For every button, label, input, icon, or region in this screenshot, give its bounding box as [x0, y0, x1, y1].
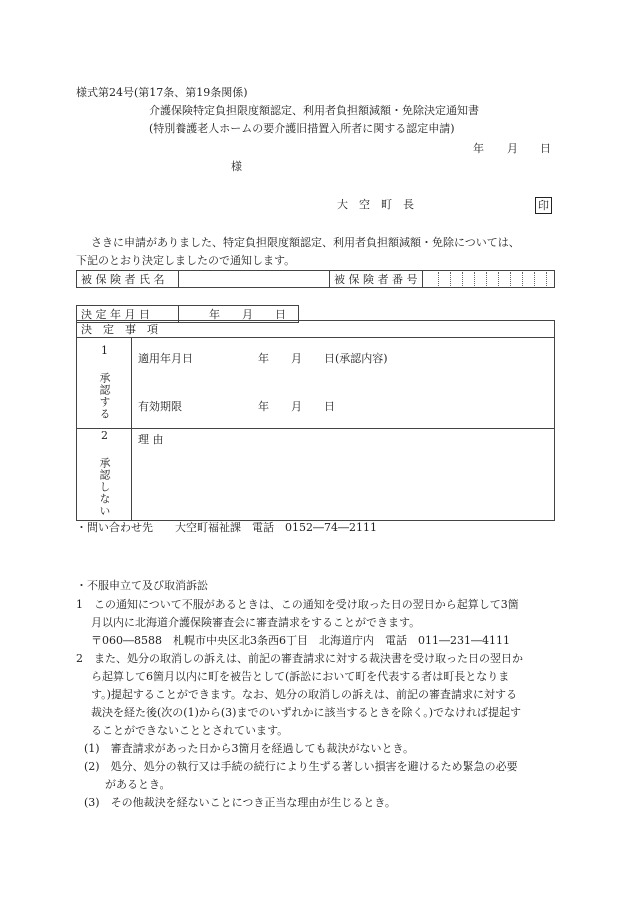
insured-name-label: 被 保 険 者 氏 名: [77, 271, 179, 288]
valid-until-label: 有効期限: [138, 400, 182, 413]
digit-box: [487, 272, 499, 286]
form-number: 様式第24号(第17条、第19条関係): [76, 86, 248, 99]
appeal-line: 〒060―8588 札幌市中央区北3条西6丁目 北海道庁内 電話 011―231―4111: [91, 634, 510, 647]
insured-number-field[interactable]: [423, 271, 555, 288]
contact-info: ・問い合わせ先 大空町福祉課 電話 0152―74―2111: [76, 521, 377, 534]
appeal-line: 2 また、処分の取消しの訴えは、前記の審査請求に対する裁決書を受け取った日の翌日か: [76, 652, 523, 665]
digit-box: [535, 272, 547, 286]
reject-content: [132, 429, 555, 521]
reject-label-cell: [77, 429, 132, 521]
seal-stamp: 印: [535, 197, 552, 214]
decision-date-label: 決 定 年 月 日: [77, 306, 179, 323]
valid-until-value[interactable]: 年 月 日: [258, 400, 335, 413]
date-year: 年: [473, 142, 484, 155]
issuer: 大 空 町 長: [337, 198, 414, 211]
digit-box: [499, 272, 511, 286]
decision-date-value[interactable]: 年 月 日: [179, 306, 299, 323]
date-month: 月: [507, 142, 518, 155]
appeal-line: があるとき。: [105, 778, 171, 791]
applied-date-value[interactable]: 年 月 日(承認内容): [258, 352, 388, 365]
appeal-line: 1 この通知について不服があるときは、この通知を受け取った日の翌日から起算して3箇: [76, 598, 519, 611]
approve-label: 1 承認する: [98, 343, 111, 420]
digit-box: [523, 272, 535, 286]
digit-box: [475, 272, 487, 286]
decision-table: [76, 320, 555, 521]
intro-line-2: 下記のとおり決定しましたので通知します。: [76, 254, 296, 267]
digit-box: [439, 272, 451, 286]
appeal-line: 裁決を経た後(次の(1)から(3)までのいずれかに該当するときを除く。)でなければ提起す: [91, 706, 522, 719]
insured-number-label: 被 保 険 者 番 号: [330, 271, 423, 288]
document-title: 介護保険特定負担限度額認定、利用者負担額減額・免除決定通知書: [149, 104, 479, 117]
appeal-line: (3) その他裁決を経ないことにつき正当な理由が生じるとき。: [84, 796, 396, 809]
appeal-line: (2) 処分、処分の執行又は手続の続行により生ずる著しい損害を避けるため緊急の必要: [84, 760, 518, 773]
addressee-suffix: 様: [231, 160, 242, 173]
decision-items-label: 決 定 事 項: [77, 321, 555, 338]
insured-name-field[interactable]: [179, 271, 330, 288]
approve-content: [132, 338, 555, 429]
applied-date-label: 適用年月日: [138, 352, 193, 365]
digit-box: [427, 272, 439, 286]
appeal-line: 月以内に北海道介護保険審査会に審査請求をすることができます。: [91, 616, 421, 629]
date-day: 日: [540, 142, 551, 155]
reject-label: 2 承認しない: [98, 429, 111, 517]
appeal-line: (1) 審査請求があった日から3箇月を経過しても裁決がないとき。: [84, 742, 415, 755]
intro-line-1: さきに申請がありました、特定負担限度額認定、利用者負担額減額・免除については、: [91, 236, 520, 249]
digit-box: [511, 272, 523, 286]
digit-box: [451, 272, 463, 286]
insured-table: [76, 270, 555, 288]
appeal-line: す。)提起することができます。なお、処分の取消しの訴えは、前記の審査請求に対する: [91, 688, 518, 701]
document-subtitle: (特別養護老人ホームの要介護旧措置入所者に関する認定申請): [149, 122, 455, 135]
appeal-heading: ・不服申立て及び取消訴訟: [76, 579, 208, 592]
reject-reason-label: 理 由: [138, 433, 164, 446]
digit-box: [463, 272, 475, 286]
appeal-line: ら起算して6箇月以内に町を被告として(訴訟において町を代表する者は町長となりま: [91, 670, 510, 683]
appeal-line: ることができないこととされています。: [91, 724, 289, 737]
approve-label-cell: [77, 338, 132, 429]
